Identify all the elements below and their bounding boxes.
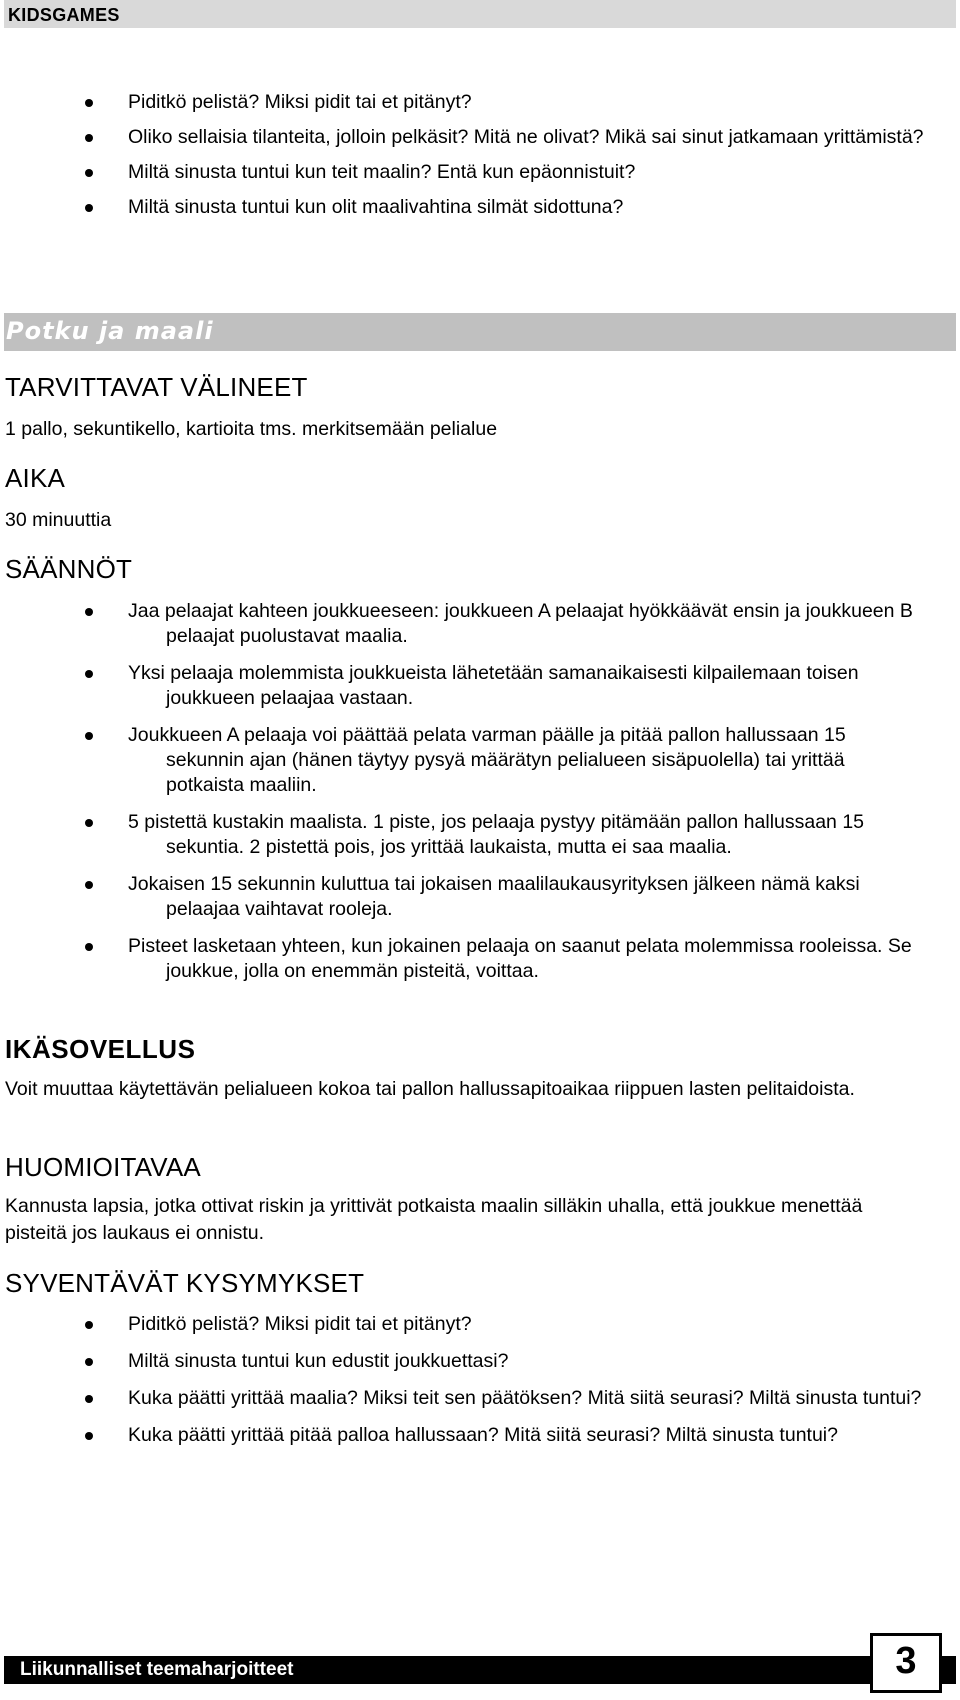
equipment-heading: TARVITTAVAT VÄLINEET xyxy=(5,372,308,402)
age-adaptation-heading: IKÄSOVELLUS xyxy=(5,1034,196,1064)
footer-bar xyxy=(4,1656,956,1684)
age-adaptation-text: Voit muuttaa käytettävän pelialueen kokoa tai pallon hallussapitoaikaa riippuen lasten pelitaidoista. xyxy=(5,1078,855,1100)
rules-heading: SÄÄNNÖT xyxy=(5,554,133,584)
rules-list xyxy=(0,599,960,984)
list-item xyxy=(0,160,960,185)
list-item xyxy=(0,661,960,711)
list-item xyxy=(0,810,960,860)
deepening-question-list xyxy=(0,1312,960,1448)
list-item-text: Piditkö pelistä? Miksi pidit tai et pitänyt? xyxy=(128,91,472,113)
deepening-questions-heading: SYVENTÄVÄT KYSYMYKSET xyxy=(5,1268,365,1298)
list-item-text: Kuka päätti yrittää maalia? Miksi teit sen päätöksen? Mitä siitä seurasi? Miltä sinusta tuntui? xyxy=(128,1387,922,1409)
list-item xyxy=(0,934,960,984)
list-item xyxy=(0,872,960,922)
notes-heading: HUOMIOITAVAA xyxy=(5,1152,201,1182)
list-item xyxy=(0,599,960,649)
notes-text: Kannusta lapsia, jotka ottivat riskin ja yrittivät potkaista maalin silläkin uhalla, että joukkue menettää pisteitä jos laukaus ei onnistu. xyxy=(5,1195,863,1244)
list-item-text: Oliko sellaisia tilanteita, jolloin pelkäsit? Mitä ne olivat? Mikä sai sinut jatkamaan yrittämistä? xyxy=(128,126,924,148)
list-item-text: Jaa pelaajat kahteen joukkueeseen: joukkueen A pelaajat hyökkäävät ensin ja joukkueen B pelaajat puolustavat maalia. xyxy=(128,600,913,647)
list-item xyxy=(0,195,960,220)
list-item xyxy=(0,723,960,798)
list-item xyxy=(0,1312,960,1337)
list-item xyxy=(0,125,960,150)
header-bar xyxy=(4,0,956,28)
game-title: Potku ja maali xyxy=(6,317,214,345)
list-item xyxy=(0,1423,960,1448)
header-title: KIDSGAMES xyxy=(8,5,120,25)
list-item-text: Joukkueen A pelaaja voi päättää pelata varman päälle ja pitää pallon hallussaan 15 sekunnin ajan (hänen täytyy pysyä määrätyn pelialueen sisäpuolella) tai yrittää potkaista maaliin. xyxy=(128,724,846,796)
footer-label: Liikunnalliset teemaharjoitteet xyxy=(20,1659,294,1680)
game-title-banner xyxy=(4,313,956,351)
list-item xyxy=(0,90,960,115)
list-item-text: Miltä sinusta tuntui kun edustit joukkuettasi? xyxy=(128,1350,509,1372)
page-number-box xyxy=(870,1633,942,1693)
list-item-text: Jokaisen 15 sekunnin kuluttua tai jokaisen maalilaukausyrityksen jälkeen nämä kaksi pelaajaa vaihtavat rooleja. xyxy=(128,873,860,920)
list-item-text: Pisteet lasketaan yhteen, kun jokainen pelaaja on saanut pelata molemmissa rooleissa. Se joukkue, jolla on enemmän pisteitä, voittaa. xyxy=(128,935,912,982)
list-item-text: Miltä sinusta tuntui kun teit maalin? Entä kun epäonnistuit? xyxy=(128,161,636,183)
equipment-text: 1 pallo, sekuntikello, kartioita tms. merkitsemään pelialue xyxy=(5,418,498,440)
list-item xyxy=(0,1386,960,1411)
intro-question-list xyxy=(0,90,960,220)
list-item-text: Kuka päätti yrittää pitää palloa hallussaan? Mitä siitä seurasi? Miltä sinusta tuntui? xyxy=(128,1424,838,1446)
list-item-text: Miltä sinusta tuntui kun olit maalivahtina silmät sidottuna? xyxy=(128,196,624,218)
list-item xyxy=(0,1349,960,1374)
footer-edge xyxy=(948,1656,954,1684)
list-item-text: 5 pistettä kustakin maalista. 1 piste, jos pelaaja pystyy pitämään pallon hallussaan 15 sekuntia. 2 pistettä pois, jos yrittää laukaista, mutta ei saa maalia. xyxy=(128,811,865,858)
time-heading: AIKA xyxy=(5,463,66,493)
page-number: 3 xyxy=(895,1640,917,1682)
time-text: 30 minuuttia xyxy=(5,509,112,531)
list-item-text: Piditkö pelistä? Miksi pidit tai et pitänyt? xyxy=(128,1313,472,1335)
list-item-text: Yksi pelaaja molemmista joukkueista lähetetään samanaikaisesti kilpailemaan toisen joukkueen pelaajaa vastaan. xyxy=(128,662,859,709)
